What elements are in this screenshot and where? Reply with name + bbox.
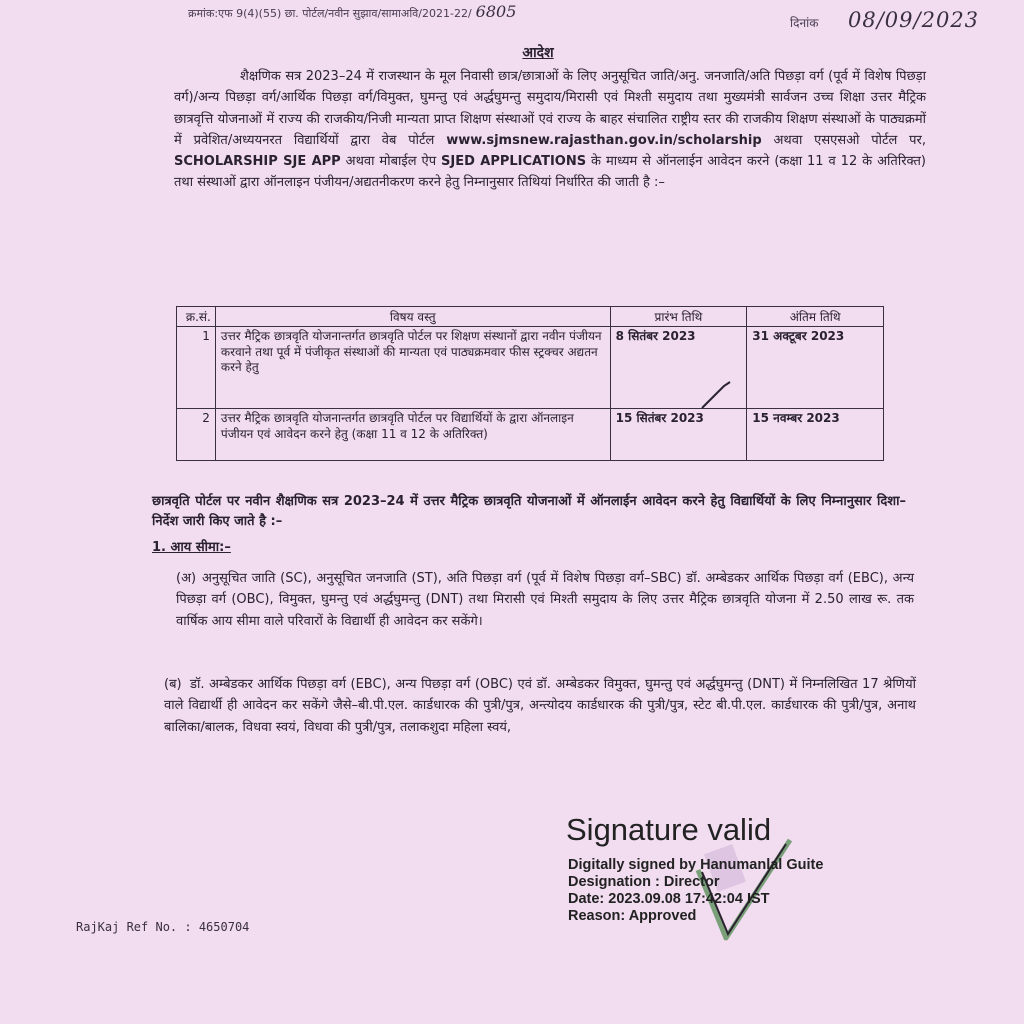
header-sno: क्र.सं. <box>177 307 216 327</box>
order-title: आदेश <box>522 45 554 61</box>
reference-text: क्रमांक:एफ 9(4)(55) छा. पोर्टल/नवीन सुझाव/सामाअवि/2021-22/ <box>188 7 472 20</box>
rajkaj-reference: RajKaj Ref No. : 4650704 <box>76 920 250 934</box>
header-start-date: प्रारंभ तिथि <box>610 307 747 327</box>
signature-reason: Reason: Approved <box>568 908 697 924</box>
reference-line <box>188 2 516 21</box>
intro-text-4: के माध्यम से ऑनलाईन आवेदन करने (कक्षा 11 व 12 के अतिरिक्त) तथा संस्थाओं द्वारा ऑनलाइन पंजीयन/अद्यतनीकरण करने हेतु निम्नानुसार तिथियां निर्धारित की जाती है :– <box>174 154 926 191</box>
table-row <box>177 409 884 461</box>
signer-designation: Designation : Director <box>568 874 720 890</box>
app-name-2: SJED APPLICATIONS <box>441 154 587 170</box>
reference-number: 6805 <box>475 2 517 21</box>
item-b-label: (ब) <box>164 677 182 692</box>
intro-paragraph <box>174 66 926 194</box>
item-b <box>164 674 916 738</box>
row-start-date: 8 सितंबर 2023 <box>610 327 747 409</box>
row-subject: उत्तर मैट्रिक छात्रवृति योजनान्तर्गत छात्रवृति पोर्टल पर शिक्षण संस्थानों द्वारा नवीन पंजीयन करवाने तथा पूर्व में पंजीकृत संस्थाओं की मान्यता एवं पाठ्यक्रमवार फीस स्ट्रक्चर अद्यतन करने हेतु <box>215 327 610 409</box>
signature-date: Date: 2023.09.08 17:42:04 IST <box>568 891 770 907</box>
header-end-date: अंतिम तिथि <box>747 307 884 327</box>
signature-title: Signature valid <box>566 812 772 847</box>
intro-text-1: शैक्षणिक सत्र 2023–24 में राजस्थान के मूल निवासी छात्र/छात्राओं के लिए अनुसूचित जाति/अनु. जनजाति/अति पिछड़ा वर्ग (पूर्व में विशेष पिछड़ा वर्ग)/अन्य पिछड़ा वर्ग/आर्थिक पिछड़ा वर्ग/विमुक्त, घुमन्तु एवं अर्द्धघुमन्तु समुदाय/मिरासी एवं मिश्ती समुदाय तथा मुख्यमंत्री सार्वजन उच्च शिक्षा उत्तर मैट्रिक छात्रवृत्ति योजनाओं में राज्य की राजकीय/निजी मान्यता प्राप्त शिक्षण संस्थाओं एवं राज्य के बाहर संचालित राष्ट्रीय स्तर की राजकीय शिक्षण संस्थाओं के पाठ्यक्रमों में प्रवेशित/अध्ययनरत विद्यार्थियों द्वारा वेब पोर्टल <box>174 69 926 148</box>
app-name-1: SCHOLARSHIP SJE APP <box>174 154 341 170</box>
row-start-date: 15 सितंबर 2023 <box>610 409 747 461</box>
table-row <box>177 327 884 409</box>
guidelines-intro: छात्रवृति पोर्टल पर नवीन शैक्षणिक सत्र 2023–24 में उत्तर मैट्रिक छात्रवृति योजनाओं में ऑनलाईन आवेदन करने हेतु विद्यार्थियों के लिए निम्नानुसार दिशा–निर्देश जारी किए जाते है :– <box>152 494 906 529</box>
header-subject: विषय वस्तु <box>215 307 610 327</box>
date-value: 08/09/2023 <box>848 8 980 32</box>
date-label: दिनांक <box>790 16 819 30</box>
intro-text-3: अथवा मोबाईल ऐप <box>345 154 437 170</box>
intro-text-2: अथवा एसएसओ पोर्टल पर, <box>773 132 926 148</box>
row-sno: 1 <box>177 327 216 409</box>
item-a <box>176 568 914 632</box>
item-a-text: अनुसूचित जाति (SC), अनुसूचित जनजाति (ST), अति पिछड़ा वर्ग (पूर्व में विशेष पिछड़ा वर्ग–SBC) डॉ. अम्बेडकर आर्थिक पिछड़ा वर्ग (EBC), अन्य पिछड़ा वर्ग (OBC), विमुक्त, घुमन्तु एवं अर्द्धघुमन्तु (DNT) तथा मिरासी एवं मिश्ती समुदाय के लिए उत्तर मैट्रिक छात्रवृति योजना में 2.50 लाख रू. तक वार्षिक आय सीमा वाले परिवारों के विद्यार्थी ही आवेदन कर सकेंगे। <box>176 571 915 629</box>
section-income-limit: 1. आय सीमा:– <box>152 540 231 555</box>
item-b-text: डॉ. अम्बेडकर आर्थिक पिछड़ा वर्ग (EBC), अन्य पिछड़ा वर्ग (OBC) एवं डॉ. अम्बेडकर विमुक्त, घुमन्तु एवं अर्द्धघुमन्तु (DNT) में निम्नलिखित 17 श्रेणियों वाले विद्यार्थी ही आवेदन कर सकेंगे जैसे–बी.पी.एल. कार्डधारक की पुत्री/पुत्र, अन्त्योदय कार्डधारक की पुत्री/पुत्र, स्टेट बी.पी.एल. कार्डधारक की पुत्री/पुत्र, अनाथ बालिका/बालक, विधवा स्वयं, विधवा की पुत्री/पुत्र, तलाकशुदा महिला स्वयं, <box>164 677 916 735</box>
row-subject: उत्तर मैट्रिक छात्रवृति योजनान्तर्गत छात्रवृति पोर्टल पर विद्यार्थियों के द्वारा ऑनलाइन पंजीयन एवं आवेदन करने हेतु (कक्षा 11 व 12 के अतिरिक्त) <box>215 409 610 461</box>
item-a-label: (अ) <box>176 571 197 586</box>
row-end-date: 31 अक्टूबर 2023 <box>747 327 884 409</box>
row-sno: 2 <box>177 409 216 461</box>
signature-details <box>568 857 823 925</box>
signer-name: Digitally signed by Hanumanlal Guite <box>568 857 824 873</box>
portal-website: www.sjmsnew.rajasthan.gov.in/scholarship <box>446 132 762 148</box>
pen-stroke-mark <box>700 380 740 412</box>
schedule-table <box>176 306 884 461</box>
row-end-date: 15 नवम्बर 2023 <box>747 409 884 461</box>
table-header-row <box>177 307 884 327</box>
